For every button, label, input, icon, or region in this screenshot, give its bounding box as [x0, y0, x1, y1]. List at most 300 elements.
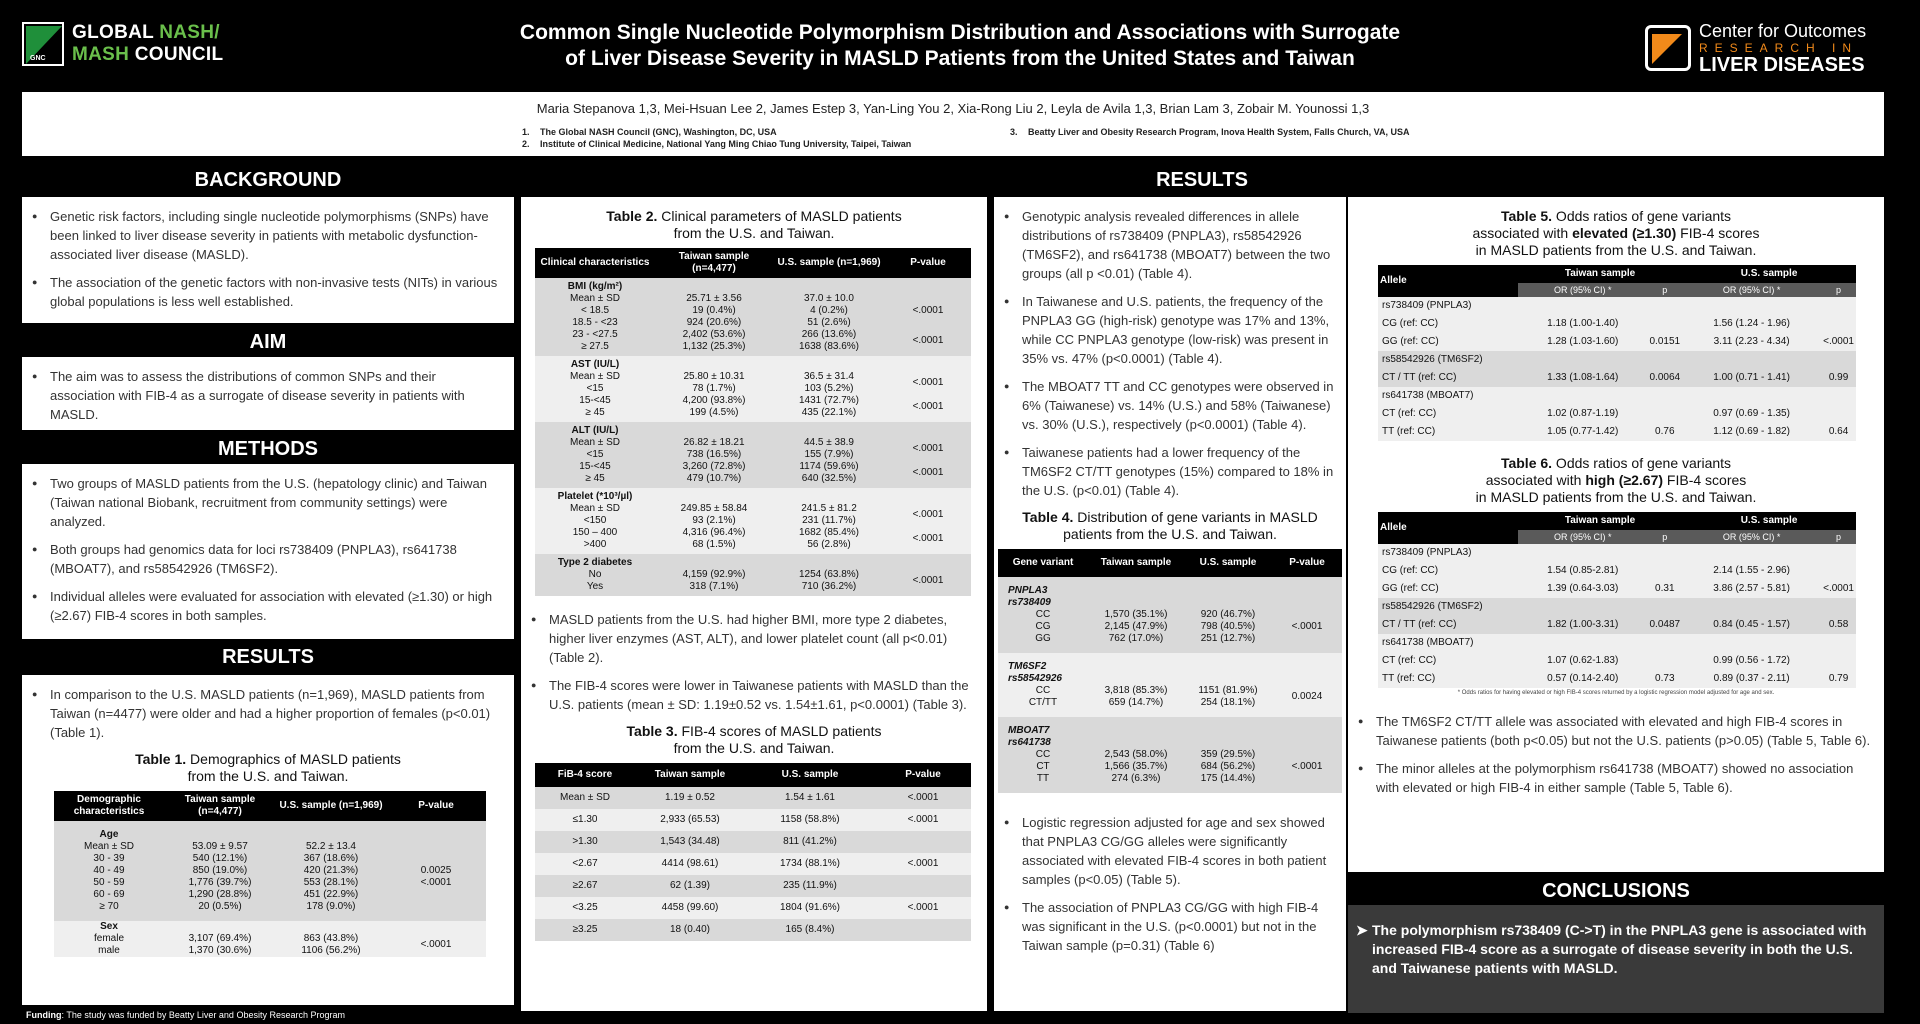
- table-cell: [875, 831, 971, 853]
- table-row: [535, 897, 971, 919]
- table-cell: 0.84 (0.45 - 1.57): [1713, 619, 1790, 630]
- table-cell: 1.33 (1.08-1.64): [1547, 372, 1619, 383]
- table-row: [998, 609, 1342, 621]
- bullet-item: ● The MBOAT7 TT and CC genotypes were observed in 6% (Taiwanese) vs. 14% (U.S.) and 58% (Taiwanese) vs. 30% (U.S.), respectively (p<0.0001) (Table 4).: [1004, 377, 1336, 434]
- table-row: [998, 653, 1342, 661]
- table-cell: 4,316 (96.4%): [682, 527, 746, 538]
- table-cell: [875, 875, 971, 897]
- table-cell: [1272, 585, 1342, 609]
- table-cell: [1647, 315, 1682, 333]
- table-cell: 51 (2.6%): [807, 317, 851, 328]
- table-cell: 241.5 ± 81.2: [801, 503, 857, 514]
- table-cell: ≥2.67: [572, 880, 598, 891]
- table-cell: 1.82 (1.00-3.31): [1547, 619, 1619, 630]
- results-r3-list: [1348, 696, 1884, 797]
- table-group-label: MBOAT7 rs641738: [1008, 725, 1051, 748]
- table-cell: 1.05 (0.77-1.42): [1547, 426, 1619, 437]
- table-row: [998, 585, 1342, 609]
- table-cell: 1.39 (0.64-3.03): [1547, 583, 1619, 594]
- authors: Maria Stepanova 1,3, Mei-Hsuan Lee 2, James Estep 3, Yan-Ling You 2, Xia-Rong Liu 2, Leyla de Avila 1,3, Brian Lam 3, Zobair M. Younossi 1,3: [536, 101, 1370, 116]
- table-cell: 1.00 (0.71 - 1.41): [1713, 372, 1790, 383]
- table-cell: 3.11 (2.23 - 4.34): [1713, 336, 1790, 347]
- table-cell: 1.02 (0.87-1.19): [1547, 408, 1619, 419]
- aim-heading: AIM: [249, 331, 287, 353]
- table-cell: 2,145 (47.9%): [1104, 621, 1168, 632]
- background-panel: [22, 197, 514, 323]
- table-row: [1378, 652, 1856, 670]
- table-row: [535, 809, 971, 831]
- table-cell: <.0001: [907, 902, 939, 913]
- table-cell: <150: [583, 515, 607, 526]
- table-row: [535, 293, 971, 305]
- bullet-item: ● Individual alleles were evaluated for association with elevated (≥1.30) or high (≥2.67) FIB-4 scores in both samples.: [32, 587, 504, 625]
- table-cell: 0.97 (0.69 - 1.35): [1713, 408, 1790, 419]
- arrow-bullet-icon: ➤: [1356, 922, 1368, 938]
- p-value: <.0001: [912, 509, 944, 520]
- table-cell: [1518, 351, 1647, 369]
- table-cell: 710 (36.2%): [801, 581, 857, 592]
- table-cell: 0.58: [1828, 619, 1849, 630]
- bullet-item: ● Both groups had genomics data for loci rs738409 (PNPLA3), rs641738 (MBOAT7), and rs58542926 (TM6SF2).: [32, 540, 504, 578]
- table-cell: >1.30: [572, 836, 598, 847]
- p-value: 0.0025: [420, 865, 452, 876]
- table-cell: [1821, 351, 1856, 369]
- table6-footnote: * Odds ratios for having elevated or high FIB-4 scores returned by a logistic regression model adjusted for age and sex.: [1457, 690, 1775, 696]
- table-cell: [885, 422, 971, 437]
- table-group-label: PNPLA3 rs738409: [1008, 585, 1051, 608]
- p-value: <.0001: [912, 305, 944, 316]
- bullet-item: ● The TM6SF2 CT/TT allele was associated with elevated and high FIB-4 scores in Taiwanese patients (both p<0.05) but not the U.S. patients (p>0.05) (Table 5, Table 6).: [1358, 712, 1874, 750]
- table-cell: 1,566 (35.7%): [1104, 761, 1168, 772]
- results-mid-list: [521, 596, 987, 714]
- table-row: [535, 461, 971, 473]
- table-row: [535, 527, 971, 539]
- table-cell: 62 (1.39): [669, 880, 711, 891]
- table-cell: 1151 (81.9%): [1198, 685, 1258, 696]
- table-cell: [1821, 315, 1856, 333]
- background-list: [22, 197, 514, 311]
- table-cell: 0.0151: [1649, 336, 1681, 347]
- table-cell: Mean ± SD: [560, 792, 610, 803]
- table-cell: [1647, 598, 1682, 616]
- results-r1-list: [994, 197, 1346, 500]
- table-group-label: rs738409 (PNPLA3): [1382, 300, 1472, 311]
- results-left-list: [22, 675, 514, 742]
- table-cell: [1647, 562, 1682, 580]
- table-cell: 1,570 (35.1%): [1104, 609, 1168, 620]
- table-cell: [54, 821, 486, 829]
- table-cell: 0.31: [1655, 583, 1675, 594]
- table-cell: [1821, 562, 1856, 580]
- conclusions-heading: CONCLUSIONS: [1542, 880, 1690, 902]
- table-row: [535, 329, 971, 341]
- table-cell: TT: [1036, 773, 1050, 784]
- table-cell: 1.54 (0.85-2.81): [1547, 565, 1619, 576]
- table-row: [54, 821, 486, 829]
- table-cell: 738 (16.5%): [686, 449, 742, 460]
- table-group-label: rs641738 (MBOAT7): [1382, 390, 1474, 401]
- background-heading: BACKGROUND: [194, 169, 342, 191]
- table-row: [535, 831, 971, 853]
- table-cell: [1682, 544, 1821, 562]
- table-cell: 2,402 (53.6%): [682, 329, 746, 340]
- table-cell: [1682, 598, 1821, 616]
- table-cell: [1088, 725, 1184, 749]
- table-group-label: BMI (kg/m²): [567, 281, 623, 292]
- table-cell: CT (ref: CC): [1382, 655, 1437, 666]
- table1-caption: Table 1. Demographics of MASLD patients from the U.S. and Taiwan.: [135, 751, 401, 784]
- table-cell: [773, 422, 885, 437]
- table-cell: [1821, 387, 1856, 405]
- table-cell: 18.5 - <23: [572, 317, 618, 328]
- table-cell: 3,107 (69.4%): [188, 933, 252, 944]
- table-cell: ≥3.25: [572, 924, 598, 935]
- table-cell: 25.80 ± 10.31: [683, 371, 745, 382]
- table-row: [535, 488, 971, 503]
- table-row: [998, 577, 1342, 585]
- table-row: [535, 356, 971, 371]
- p-value: <.0001: [1291, 761, 1323, 772]
- bullet-item: ● In Taiwanese and U.S. patients, the frequency of the PNPLA3 GG (high-risk) genotype was 17% and 13%, while CC PNPLA3 genotype (low-risk) was present in 35% vs. 47% (p<0.0001) (Table 4).: [1004, 292, 1336, 368]
- table-cell: ≥ 45: [585, 407, 605, 418]
- table-cell: CG (ref: CC): [1382, 565, 1439, 576]
- table-row: [535, 554, 971, 569]
- table-cell: 20 (0.5%): [198, 901, 242, 912]
- table-cell: [773, 278, 885, 293]
- table-cell: 420 (21.3%): [303, 865, 359, 876]
- results-left-heading: RESULTS: [222, 646, 314, 668]
- table-cell: 53.09 ± 9.57: [192, 841, 248, 852]
- table-cell: 0.64: [1828, 426, 1849, 437]
- table-cell: 1638 (83.6%): [798, 341, 860, 352]
- table-cell: 150 – 400: [572, 527, 618, 538]
- table-row: [1378, 544, 1856, 562]
- p-value: <.0001: [912, 575, 944, 586]
- bullet-item: ● MASLD patients from the U.S. had higher BMI, more type 2 diabetes, higher liver enzymes (AST, ALT), and lower platelet count (all p<0.01) (Table 2).: [531, 610, 977, 667]
- table-cell: 50 - 59: [93, 877, 125, 888]
- table-cell: GG (ref: CC): [1382, 336, 1439, 347]
- table-cell: 762 (17.0%): [1108, 633, 1164, 644]
- table-group-label: rs641738 (MBOAT7): [1382, 637, 1474, 648]
- table-cell: <2.67: [572, 858, 598, 869]
- table-cell: 1.07 (0.62-1.83): [1547, 655, 1619, 666]
- table-cell: 274 (6.3%): [1111, 773, 1161, 784]
- table-cell: 318 (7.1%): [689, 581, 739, 592]
- table-cell: 0.0064: [1649, 372, 1681, 383]
- table5-caption: Table 5. Odds ratios of gene variants associated with elevated (≥1.30) FIB-4 scores in MASLD patients from the U.S. and Taiwan.: [1472, 208, 1760, 258]
- table-cell: [655, 278, 773, 293]
- table-cell: 850 (19.0%): [192, 865, 248, 876]
- table-cell: 540 (12.1%): [192, 853, 248, 864]
- table-cell: 40 - 49: [93, 865, 125, 876]
- methods-list: [22, 464, 514, 625]
- table-cell: 684 (56.2%): [1200, 761, 1256, 772]
- table-row: [1378, 405, 1856, 423]
- table-cell: 26.82 ± 18.21: [683, 437, 745, 448]
- table-cell: male: [98, 945, 120, 956]
- table-cell: [885, 488, 971, 503]
- p-value: <.0001: [912, 401, 944, 412]
- table-cell: 23 - <27.5: [572, 329, 618, 340]
- table-cell: 155 (7.9%): [804, 449, 854, 460]
- table4-caption: Table 4. Distribution of gene variants in MASLD patients from the U.S. and Taiwan.: [1022, 509, 1318, 542]
- table-cell: [1518, 297, 1647, 315]
- table6-caption: Table 6. Odds ratios of gene variants associated with high (≥2.67) FIB-4 scores in MASLD patients from the U.S. and Taiwan.: [1475, 455, 1757, 505]
- bullet-item: ● Genetic risk factors, including single nucleotide polymorphisms (SNPs) have been linked to liver disease severity in patients with metabolic dysfunction-associated liver disease (MASLD).: [32, 207, 504, 264]
- table-cell: Mean ± SD: [570, 371, 620, 382]
- table-cell: 1804 (91.6%): [779, 902, 841, 913]
- table-cell: No: [588, 569, 602, 580]
- table-cell: 15-<45: [579, 395, 611, 406]
- bullet-item: ● Taiwanese patients had a lower frequency of the TM6SF2 CT/TT genotypes (15%) compared to 18% in the U.S. (p<0.01) (Table 4).: [1004, 443, 1336, 500]
- poster-title: Common Single Nucleotide Polymorphism Distribution and Associations with Surrogate of Liver Disease Severity in MASLD Patients from the United States and Taiwan: [519, 21, 1401, 70]
- table-cell: [998, 645, 1342, 653]
- table-row: [1378, 634, 1856, 652]
- tables-mid-panel: [521, 197, 987, 1011]
- table-cell: <.0001: [907, 858, 939, 869]
- bullet-item: ● The association of PNPLA3 CG/GG with high FIB-4 was significant in the U.S. (p<0.0001) but not in the Taiwan sample (p=0.31) (Table 6): [1004, 898, 1336, 955]
- table-cell: CT / TT (ref: CC): [1382, 372, 1457, 383]
- table-row: [1378, 297, 1856, 315]
- table-cell: 479 (10.7%): [686, 473, 742, 484]
- p-value: <.0001: [912, 335, 944, 346]
- table-row: [54, 913, 486, 921]
- table-cell: 3,818 (85.3%): [1104, 685, 1168, 696]
- table-cell: 56 (2.8%): [807, 539, 851, 550]
- table-row: [998, 685, 1342, 697]
- table-cell: [655, 422, 773, 437]
- table-row: [998, 785, 1342, 793]
- table-row: [535, 422, 971, 437]
- p-value-cell: [386, 841, 486, 913]
- table-row: [998, 709, 1342, 717]
- table-cell: Mean ± SD: [84, 841, 134, 852]
- table-cell: 52.2 ± 13.4: [306, 841, 356, 852]
- table-cell: 3.86 (2.57 - 5.81): [1713, 583, 1790, 594]
- table-cell: [655, 554, 773, 569]
- table-cell: [1647, 652, 1682, 670]
- table-cell: 165 (8.4%): [785, 924, 835, 935]
- table-row: [535, 371, 971, 383]
- table-cell: 36.5 ± 31.4: [804, 371, 854, 382]
- table-cell: 254 (18.1%): [1200, 697, 1256, 708]
- table-cell: [773, 554, 885, 569]
- table6: Allele Taiwan sample U.S. sample OR (95% CI) * p OR (95% CI) * p rs738409 (PNPLA3) CG (ref: CC) 1.54 (0.85-2.81) 2.14 (1.55 - 2.96) GG (ref: CC) 1.39 (0.64-3.03) 0.31 3.86 (2.57 - 5.81) <.0001 rs58542926 (TM6SF2) CT / TT (ref: CC) 1.82 (1.00-3.31) 0.0487 0.84 (0.45 - 1.57) 0.58 rs641738 (MBOAT7) CT (ref: CC) 1.07 (0.62-1.83) 0.99 (0.56 - 1.72) TT (ref: CC) 0.57 (0.14-2.40) 0.73 0.89 (0.37 - 2.11) 0.79: [1378, 512, 1856, 688]
- table-cell: 1.56 (1.24 - 1.96): [1713, 318, 1790, 329]
- table-cell: [1647, 297, 1682, 315]
- table-cell: 44.5 ± 38.9: [804, 437, 854, 448]
- table-cell: [1647, 351, 1682, 369]
- table-group-label: ALT (IU/L): [571, 425, 619, 436]
- table-cell: 266 (13.6%): [801, 329, 857, 340]
- table-cell: [54, 913, 486, 921]
- table-cell: [1682, 387, 1821, 405]
- table-row: [1378, 580, 1856, 598]
- table-cell: 1,290 (28.8%): [188, 889, 252, 900]
- p-value: 0.0024: [1291, 691, 1323, 702]
- p-value: <.0001: [420, 877, 452, 888]
- table-cell: 178 (9.0%): [306, 901, 356, 912]
- table-cell: [1518, 598, 1647, 616]
- bullet-item: ● The association of the genetic factors with non-invasive tests (NITs) in various global populations is less well established.: [32, 273, 504, 311]
- table-cell: <15: [586, 449, 604, 460]
- table-row: [1378, 598, 1856, 616]
- aim-list: [22, 357, 514, 424]
- table-cell: [1682, 297, 1821, 315]
- table-cell: 4414 (98.61): [661, 858, 719, 869]
- table-cell: CT: [1036, 761, 1050, 772]
- table-cell: 249.85 ± 58.84: [680, 503, 748, 514]
- table-cell: [1821, 544, 1856, 562]
- table-cell: [1272, 725, 1342, 749]
- table-row: [535, 919, 971, 941]
- table-cell: [1184, 725, 1272, 749]
- table-cell: [386, 921, 486, 933]
- table-cell: [1647, 387, 1682, 405]
- table-cell: 103 (5.2%): [804, 383, 854, 394]
- table-cell: <15: [586, 383, 604, 394]
- table-cell: [885, 356, 971, 371]
- table-cell: Mean ± SD: [570, 503, 620, 514]
- table-cell: 1.12 (0.69 - 1.82): [1713, 426, 1790, 437]
- bullet-item: ● Two groups of MASLD patients from the U.S. (hepatology clinic) and Taiwan (Taiwan national Biobank, recruitment from community settings) were analyzed.: [32, 474, 504, 531]
- table-group-label: TM6SF2 rs58542926: [1008, 661, 1062, 684]
- table-row: [1378, 369, 1856, 387]
- table-cell: 199 (4.5%): [689, 407, 739, 418]
- table-cell: [998, 709, 1342, 717]
- table-row: [1378, 562, 1856, 580]
- table-cell: [1518, 634, 1647, 652]
- table-cell: [1682, 351, 1821, 369]
- table-cell: Mean ± SD: [570, 293, 620, 304]
- table-cell: <.0001: [907, 814, 939, 825]
- table-cell: 0.0487: [1649, 619, 1681, 630]
- table-cell: 4,159 (92.9%): [682, 569, 746, 580]
- table-cell: 251 (12.7%): [1200, 633, 1256, 644]
- table4: Gene variant Taiwan sample U.S. sample P-value PNPLA3 rs738409 CC 1,570 (35.1%) 920 (46.7%) <.0001 CG 2,145 (47.9%) 798 (40.5%) GG 762 (17.0%) 251 (12.7%) TM6SF2 rs58542926 CC 3,818 (85.3%) 1151 (81.9%) 0.0024 CT/TT 659 (14.7%) 254 (18.1%) MBOAT7 rs641738 CC 2,543 (58.0%) 359 (29.5%) <.0001 CT 1,566 (35.7%) 684 (56.2%) TT 274 (6.3%) 175 (14.4%): [998, 549, 1342, 793]
- methods-heading: METHODS: [218, 438, 318, 460]
- results-r1-panel: [994, 197, 1346, 1011]
- table-cell: 15-<45: [579, 461, 611, 472]
- table-row: [1378, 333, 1856, 351]
- table-cell: 68 (1.5%): [692, 539, 736, 550]
- table-cell: 798 (40.5%): [1200, 621, 1256, 632]
- table-row: [54, 841, 486, 853]
- bullet-item: ● The aim was to assess the distributions of common SNPs and their association with FIB-4 as a surrogate of disease severity in patients with MASLD.: [32, 367, 504, 424]
- table-cell: 924 (20.6%): [686, 317, 742, 328]
- gnc-logo-text: GLOBAL NASH/ MASH COUNCIL: [72, 22, 224, 65]
- authors-band: [22, 92, 1884, 156]
- aim-panel: [22, 357, 514, 430]
- table-group-label: AST (IU/L): [570, 359, 620, 370]
- gnc-logo-mark: GNC: [22, 22, 64, 66]
- table-cell: [386, 829, 486, 841]
- table-cell: 1.28 (1.03-1.60): [1547, 336, 1619, 347]
- table-cell: 553 (28.1%): [303, 877, 359, 888]
- table-row: [998, 661, 1342, 685]
- table-cell: 1.54 ± 1.61: [785, 792, 835, 803]
- table-cell: [1821, 634, 1856, 652]
- table-cell: 0.99: [1828, 372, 1849, 383]
- table-cell: 1,776 (39.7%): [188, 877, 252, 888]
- table-cell: <.0001: [1823, 336, 1854, 347]
- table-cell: [1647, 405, 1682, 423]
- table-cell: CT/TT: [1028, 697, 1058, 708]
- methods-panel: [22, 464, 514, 639]
- table-cell: 37.0 ± 10.0: [804, 293, 854, 304]
- table-cell: GG (ref: CC): [1382, 583, 1439, 594]
- p-value: <.0001: [912, 533, 944, 544]
- table-group-label: Sex: [100, 921, 118, 932]
- table-group-label: Age: [99, 829, 119, 840]
- table-cell: [998, 717, 1342, 725]
- table-cell: 1174 (59.6%): [799, 461, 859, 472]
- table-row: [1378, 351, 1856, 369]
- table-cell: [1647, 634, 1682, 652]
- table-cell: [998, 785, 1342, 793]
- table-cell: 18 (0.40): [669, 924, 711, 935]
- table-cell: [1647, 544, 1682, 562]
- affiliations-left: 1. The Global NASH Council (GNC), Washington, DC, USA 2. Institute of Clinical Medicine, National Yang Ming Chiao Tung University, Taipei, Taiwan: [522, 127, 912, 149]
- cold-logo-mark: [1645, 25, 1691, 71]
- table-cell: [1821, 405, 1856, 423]
- table-cell: [1184, 661, 1272, 685]
- bullet-item: ● In comparison to the U.S. MASLD patients (n=1,969), MASLD patients from Taiwan (n=4477) were older and had a higher proportion of females (p<0.01) (Table 1).: [32, 685, 504, 742]
- table-cell: 659 (14.7%): [1108, 697, 1164, 708]
- table-group-label: rs738409 (PNPLA3): [1382, 547, 1472, 558]
- table-row: [535, 853, 971, 875]
- table3: FiB-4 score Taiwan sample U.S. sample P-value Mean ± SD 1.19 ± 0.52 1.54 ± 1.61 <.0001 ≤1.30 2,933 (65.53) 1158 (58.8%) <.0001 >1.30 1,543 (34.48) 811 (41.2%) <2.67 4414 (98.61) 1734 (88.1%) <.0001 ≥2.67 62 (1.39) 235 (11.9%) <3.25 4458 (99.60) 1804 (91.6%) <.0001 ≥3.25 18 (0.40) 165 (8.4%): [535, 763, 971, 941]
- table-cell: CT (ref: CC): [1382, 408, 1437, 419]
- table-cell: 4,200 (93.8%): [682, 395, 746, 406]
- table-row: [1378, 423, 1856, 441]
- table-cell: CC: [1035, 685, 1051, 696]
- table-cell: 1682 (85.4%): [798, 527, 860, 538]
- table-row: [998, 717, 1342, 725]
- table-cell: [885, 278, 971, 293]
- bullet-item: ● Genotypic analysis revealed differences in allele distributions of rs738409 (PNPLA3), rs58542926 (TM6SF2), and rs641738 (MBOAT7) between the two groups (all p <0.01) (Table 4).: [1004, 207, 1336, 283]
- table-cell: <3.25: [572, 902, 598, 913]
- table-cell: [655, 488, 773, 503]
- table-cell: 0.76: [1655, 426, 1675, 437]
- table-cell: CC: [1035, 749, 1051, 760]
- table-cell: 920 (46.7%): [1200, 609, 1256, 620]
- table-cell: [1272, 661, 1342, 685]
- table-row: [535, 875, 971, 897]
- table-cell: 0.99 (0.56 - 1.72): [1713, 655, 1790, 666]
- table-group-label: rs58542926 (TM6SF2): [1382, 354, 1483, 365]
- table-cell: ≥ 70: [99, 901, 119, 912]
- table-cell: [1821, 652, 1856, 670]
- table-cell: CG: [1035, 621, 1051, 632]
- table-cell: <.0001: [1823, 583, 1854, 594]
- table-row: [535, 503, 971, 515]
- table-cell: 25.71 ± 3.56: [686, 293, 742, 304]
- table-row: [1378, 616, 1856, 634]
- results-right-heading: RESULTS: [1156, 169, 1248, 191]
- table-cell: 1.19 ± 0.52: [665, 792, 715, 803]
- table-cell: 175 (14.4%): [1200, 773, 1256, 784]
- table-cell: [1682, 634, 1821, 652]
- table-row: [1378, 315, 1856, 333]
- table-cell: 2,933 (65.53): [660, 814, 720, 825]
- table-cell: [875, 919, 971, 941]
- table-cell: [1088, 661, 1184, 685]
- table-cell: ≤1.30: [572, 814, 598, 825]
- bullet-item: ● The FIB-4 scores were lower in Taiwanese patients with MASLD than the U.S. patients (mean ± SD: 1.19±0.52 vs. 1.54±1.61, p<0.0001) (Table 3).: [531, 676, 977, 714]
- table-cell: 1,370 (30.6%): [188, 945, 252, 956]
- table-cell: < 18.5: [580, 305, 610, 316]
